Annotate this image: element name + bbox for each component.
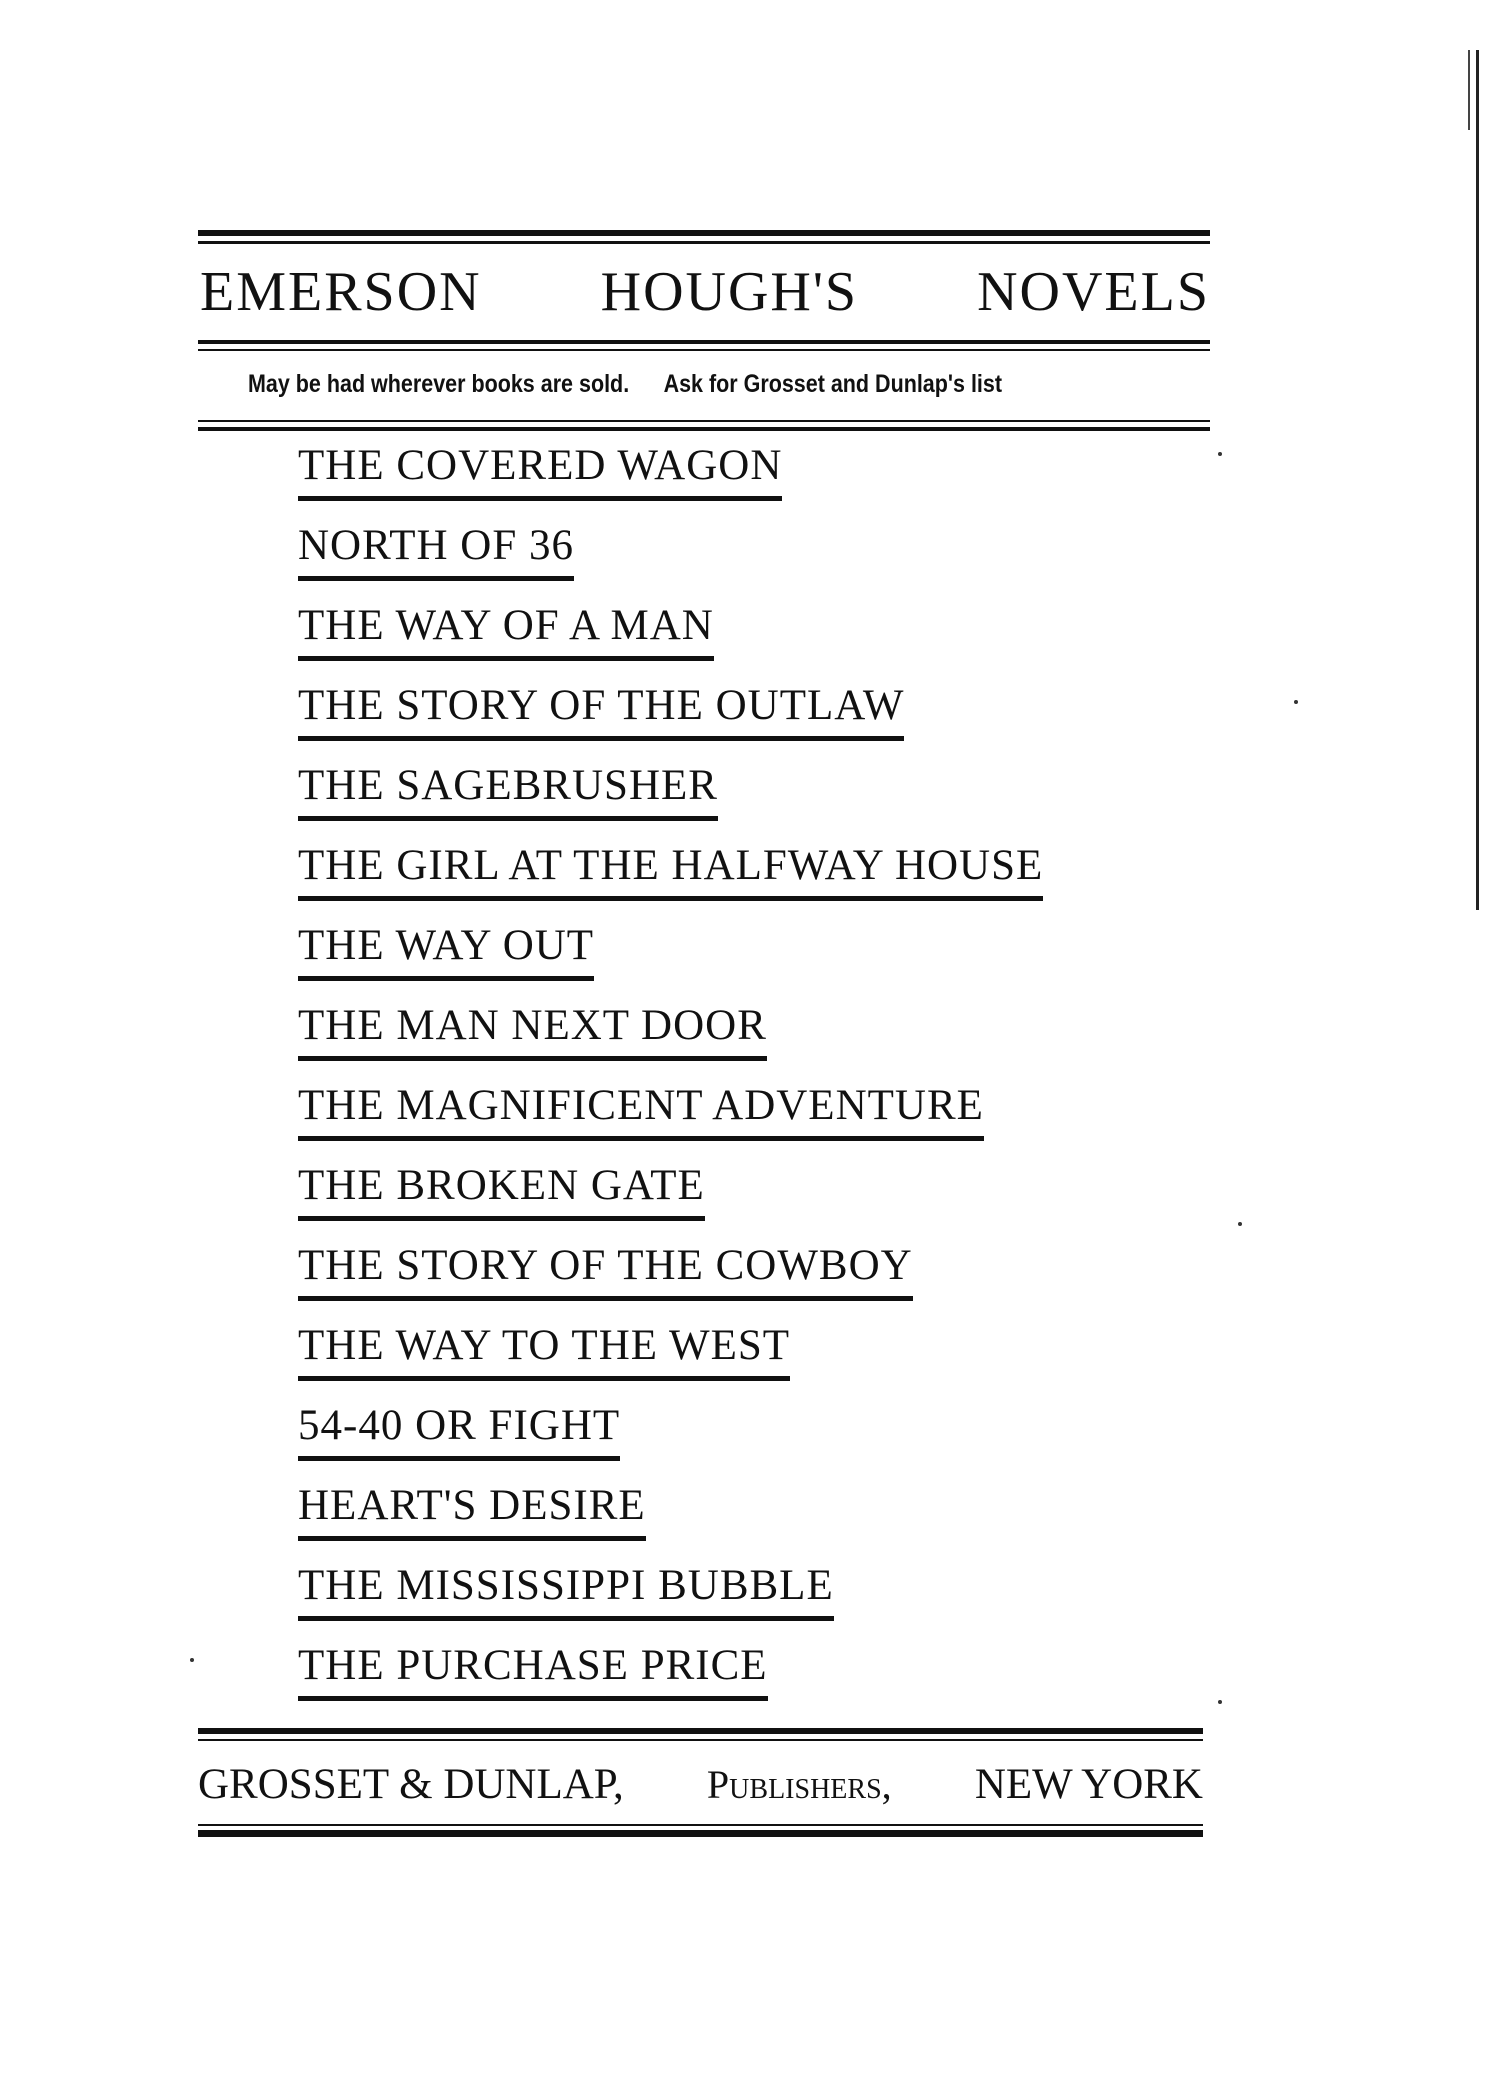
subtitle-availability: May be had wherever books are sold. <box>248 370 630 398</box>
list-item <box>298 1158 1198 1238</box>
publisher-line <box>198 1750 1203 1820</box>
book-title: THE COVERED WAGON <box>298 438 782 501</box>
book-title: THE MAGNIFICENT ADVENTURE <box>298 1078 984 1141</box>
scan-edge-line <box>1476 50 1479 910</box>
book-title: THE WAY OUT <box>298 918 594 981</box>
subtitle-rule-thin <box>198 420 1210 422</box>
list-item <box>298 1238 1198 1318</box>
book-title: THE STORY OF THE OUTLAW <box>298 678 904 741</box>
scan-speck <box>1218 1700 1222 1704</box>
title-rule-thin <box>198 349 1210 351</box>
page-title <box>200 252 1210 332</box>
book-title: NORTH OF 36 <box>298 518 574 581</box>
top-rule-thin <box>198 241 1210 244</box>
book-list <box>298 438 1198 1718</box>
list-item <box>298 678 1198 758</box>
list-item <box>298 918 1198 998</box>
list-item <box>298 1478 1198 1558</box>
subtitle-rule-thick <box>198 427 1210 431</box>
subtitle <box>248 364 1039 404</box>
title-word-3: NOVELS <box>977 261 1210 323</box>
book-title: 54-40 OR FIGHT <box>298 1398 620 1461</box>
list-item <box>298 518 1198 598</box>
list-item <box>298 1398 1198 1478</box>
book-title: HEART'S DESIRE <box>298 1478 646 1541</box>
list-item <box>298 1638 1198 1718</box>
footer-top-rule-thick <box>198 1728 1203 1734</box>
book-title: THE PURCHASE PRICE <box>298 1638 768 1701</box>
book-title: THE STORY OF THE COWBOY <box>298 1238 913 1301</box>
list-item <box>298 1558 1198 1638</box>
scan-speck <box>1238 1222 1242 1226</box>
subtitle-ask-list: Ask for Grosset and Dunlap's list <box>663 370 1003 398</box>
footer-bottom-rule-thin <box>198 1824 1203 1826</box>
list-item <box>298 998 1198 1078</box>
list-item <box>298 758 1198 838</box>
top-rule-thick <box>198 230 1210 236</box>
footer-top-rule-thin <box>198 1739 1203 1741</box>
book-title: THE BROKEN GATE <box>298 1158 705 1221</box>
book-title: THE MISSISSIPPI BUBBLE <box>298 1558 834 1621</box>
book-title: THE WAY TO THE WEST <box>298 1318 790 1381</box>
publishers-label: Publishers, <box>706 1762 892 1807</box>
list-item <box>298 1078 1198 1158</box>
title-word-1: EMERSON <box>200 261 482 323</box>
scan-speck <box>190 1658 194 1662</box>
list-item <box>298 598 1198 678</box>
book-title: THE MAN NEXT DOOR <box>298 998 767 1061</box>
publisher-name: GROSSET & DUNLAP, <box>198 1761 624 1808</box>
book-title: THE SAGEBRUSHER <box>298 758 718 821</box>
list-item <box>298 438 1198 518</box>
book-title: THE WAY OF A MAN <box>298 598 714 661</box>
list-item <box>298 1318 1198 1398</box>
title-rule-thick <box>198 340 1210 344</box>
scan-speck <box>1294 700 1298 704</box>
publisher-city: NEW YORK <box>974 1761 1203 1808</box>
title-word-2: HOUGH'S <box>600 261 859 323</box>
footer-bottom-rule-thick <box>198 1830 1203 1837</box>
list-item <box>298 838 1198 918</box>
book-title: THE GIRL AT THE HALFWAY HOUSE <box>298 838 1043 901</box>
scan-edge-mark <box>1468 50 1470 130</box>
scan-speck <box>1218 452 1222 456</box>
